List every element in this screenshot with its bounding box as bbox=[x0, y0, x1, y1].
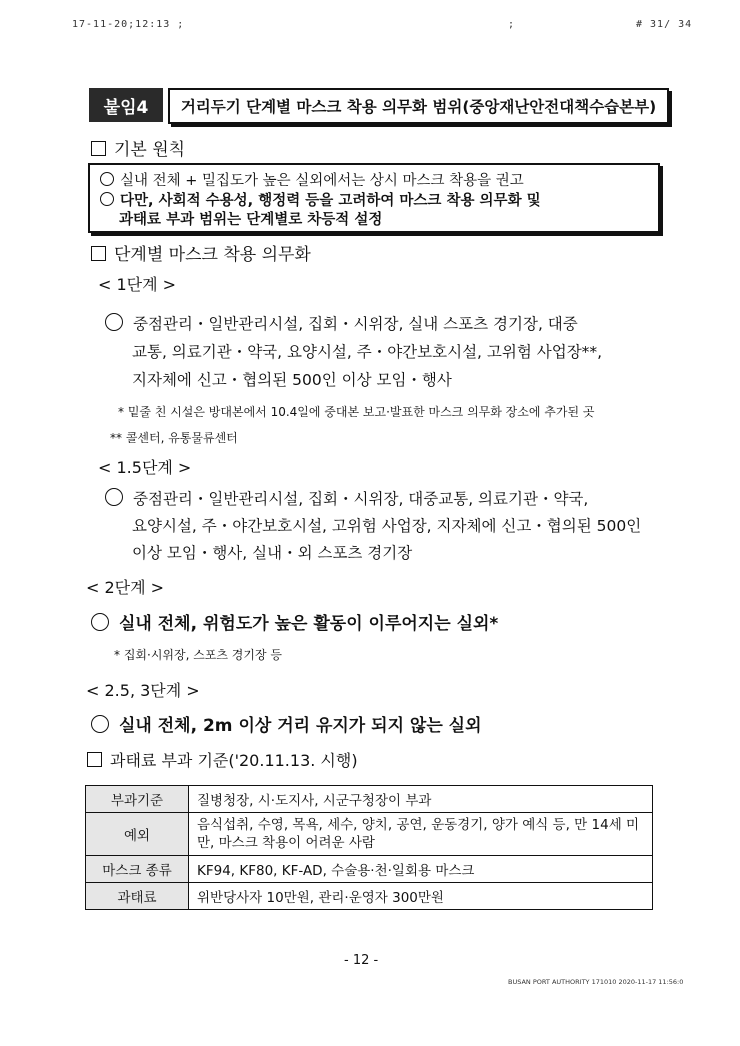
table-key: 과태료 bbox=[86, 883, 189, 910]
table-row bbox=[86, 883, 653, 910]
table-key: 부과기준 bbox=[86, 786, 189, 813]
stage15-line-1-text: 중점관리・일반관리시설, 집회・시위장, 대중교통, 의료기관・약국, bbox=[133, 490, 589, 508]
circle-bullet-icon bbox=[105, 488, 123, 506]
stage1-note-2: ** 콜센터, 유통물류센터 bbox=[110, 431, 238, 445]
fax-footer: BUSAN PORT AUTHORITY 171010 2020-11-17 11:56:0 bbox=[508, 978, 684, 986]
stage2-note: * 집회·시위장, 스포츠 경기장 등 bbox=[114, 648, 282, 662]
table-key: 예외 bbox=[86, 813, 189, 856]
page-number: - 12 - bbox=[344, 953, 379, 968]
basic-heading bbox=[91, 135, 185, 160]
table-row bbox=[86, 856, 653, 883]
stage2-label: < 2단계 > bbox=[86, 578, 165, 597]
stage25-line-text: 실내 전체, 2m 이상 거리 유지가 되지 않는 실외 bbox=[119, 716, 482, 736]
stage25-line bbox=[91, 711, 482, 736]
stage1-label: < 1단계 > bbox=[98, 275, 177, 294]
stage1-line-2: 교통, 의료기관・약국, 요양시설, 주・야간보호시설, 고위험 사업장**, bbox=[132, 343, 603, 361]
attachment-tag: 붙임4 bbox=[89, 88, 163, 122]
checkbox-square-icon bbox=[91, 141, 106, 156]
basic-line-2 bbox=[100, 189, 541, 210]
attachment-title: 거리두기 단계별 마스크 착용 의무화 범위(중앙재난안전대책수습본부) bbox=[168, 88, 669, 124]
stage15-line-2: 요양시설, 주・야간보호시설, 고위험 사업장, 지자체에 신고・협의된 500인 bbox=[132, 517, 642, 535]
table-value: 음식섭취, 수영, 목욕, 세수, 양치, 공연, 운동경기, 양가 예식 등, 만 14세 미만, 마스크 착용이 어려운 사람 bbox=[189, 813, 653, 856]
stage2-line-text: 실내 전체, 위험도가 높은 활동이 이루어지는 실외* bbox=[119, 614, 499, 634]
fine-heading bbox=[87, 748, 358, 771]
circle-bullet-icon bbox=[100, 172, 114, 186]
checkbox-square-icon bbox=[91, 246, 106, 261]
basic-principles-box bbox=[88, 163, 660, 233]
stage15-line-3: 이상 모임・행사, 실내・외 스포츠 경기장 bbox=[132, 544, 413, 562]
stage15-line-1 bbox=[105, 487, 588, 509]
fine-heading-text: 과태료 부과 기준('20.11.13. 시행) bbox=[110, 751, 358, 770]
basic-line-3: 과태료 부과 범위는 단계별로 차등적 설정 bbox=[119, 212, 383, 228]
stage1-line-1-text: 중점관리・일반관리시설, 집회・시위장, 실내 스포츠 경기장, 대중 bbox=[133, 315, 578, 333]
table-value: 위반당사자 10만원, 관리·운영자 300만원 bbox=[189, 883, 653, 910]
stages-heading bbox=[91, 240, 311, 265]
table-row bbox=[86, 786, 653, 813]
fax-separator: ; bbox=[508, 19, 516, 30]
fax-timestamp: 17-11-20;12:13 ; bbox=[72, 19, 185, 30]
circle-bullet-icon bbox=[91, 613, 109, 631]
basic-line-2-text: 다만, 사회적 수용성, 행정력 등을 고려하여 마스크 착용 의무화 및 bbox=[120, 193, 541, 209]
fine-table bbox=[85, 785, 653, 910]
fax-page-count: # 31/ 34 bbox=[636, 19, 693, 30]
stage1-line-3: 지자체에 신고・협의된 500인 이상 모임・행사 bbox=[132, 371, 452, 389]
stages-heading-text: 단계별 마스크 착용 의무화 bbox=[114, 245, 311, 265]
basic-line-1-text: 실내 전체 + 밀집도가 높은 실외에서는 상시 마스크 착용을 권고 bbox=[120, 173, 524, 189]
stage1-note-1: * 밑줄 친 시설은 방대본에서 10.4일에 중대본 보고·발표한 마스크 의무화 장소에 추가된 곳 bbox=[118, 405, 595, 419]
circle-bullet-icon bbox=[105, 313, 123, 331]
stage2-line bbox=[91, 609, 498, 634]
attachment-title-row bbox=[89, 88, 670, 124]
stage1-line-1 bbox=[105, 312, 578, 334]
table-value: KF94, KF80, KF-AD, 수술용·천·일회용 마스크 bbox=[189, 856, 653, 883]
circle-bullet-icon bbox=[91, 715, 109, 733]
circle-bullet-icon bbox=[100, 192, 114, 206]
basic-line-1 bbox=[100, 169, 524, 190]
checkbox-square-icon bbox=[87, 752, 102, 767]
basic-heading-text: 기본 원칙 bbox=[114, 140, 186, 160]
table-key: 마스크 종류 bbox=[86, 856, 189, 883]
stage25-label: < 2.5, 3단계 > bbox=[86, 681, 200, 700]
table-value: 질병청장, 시·도지사, 시군구청장이 부과 bbox=[189, 786, 653, 813]
table-row bbox=[86, 813, 653, 856]
stage15-label: < 1.5단계 > bbox=[98, 458, 192, 477]
